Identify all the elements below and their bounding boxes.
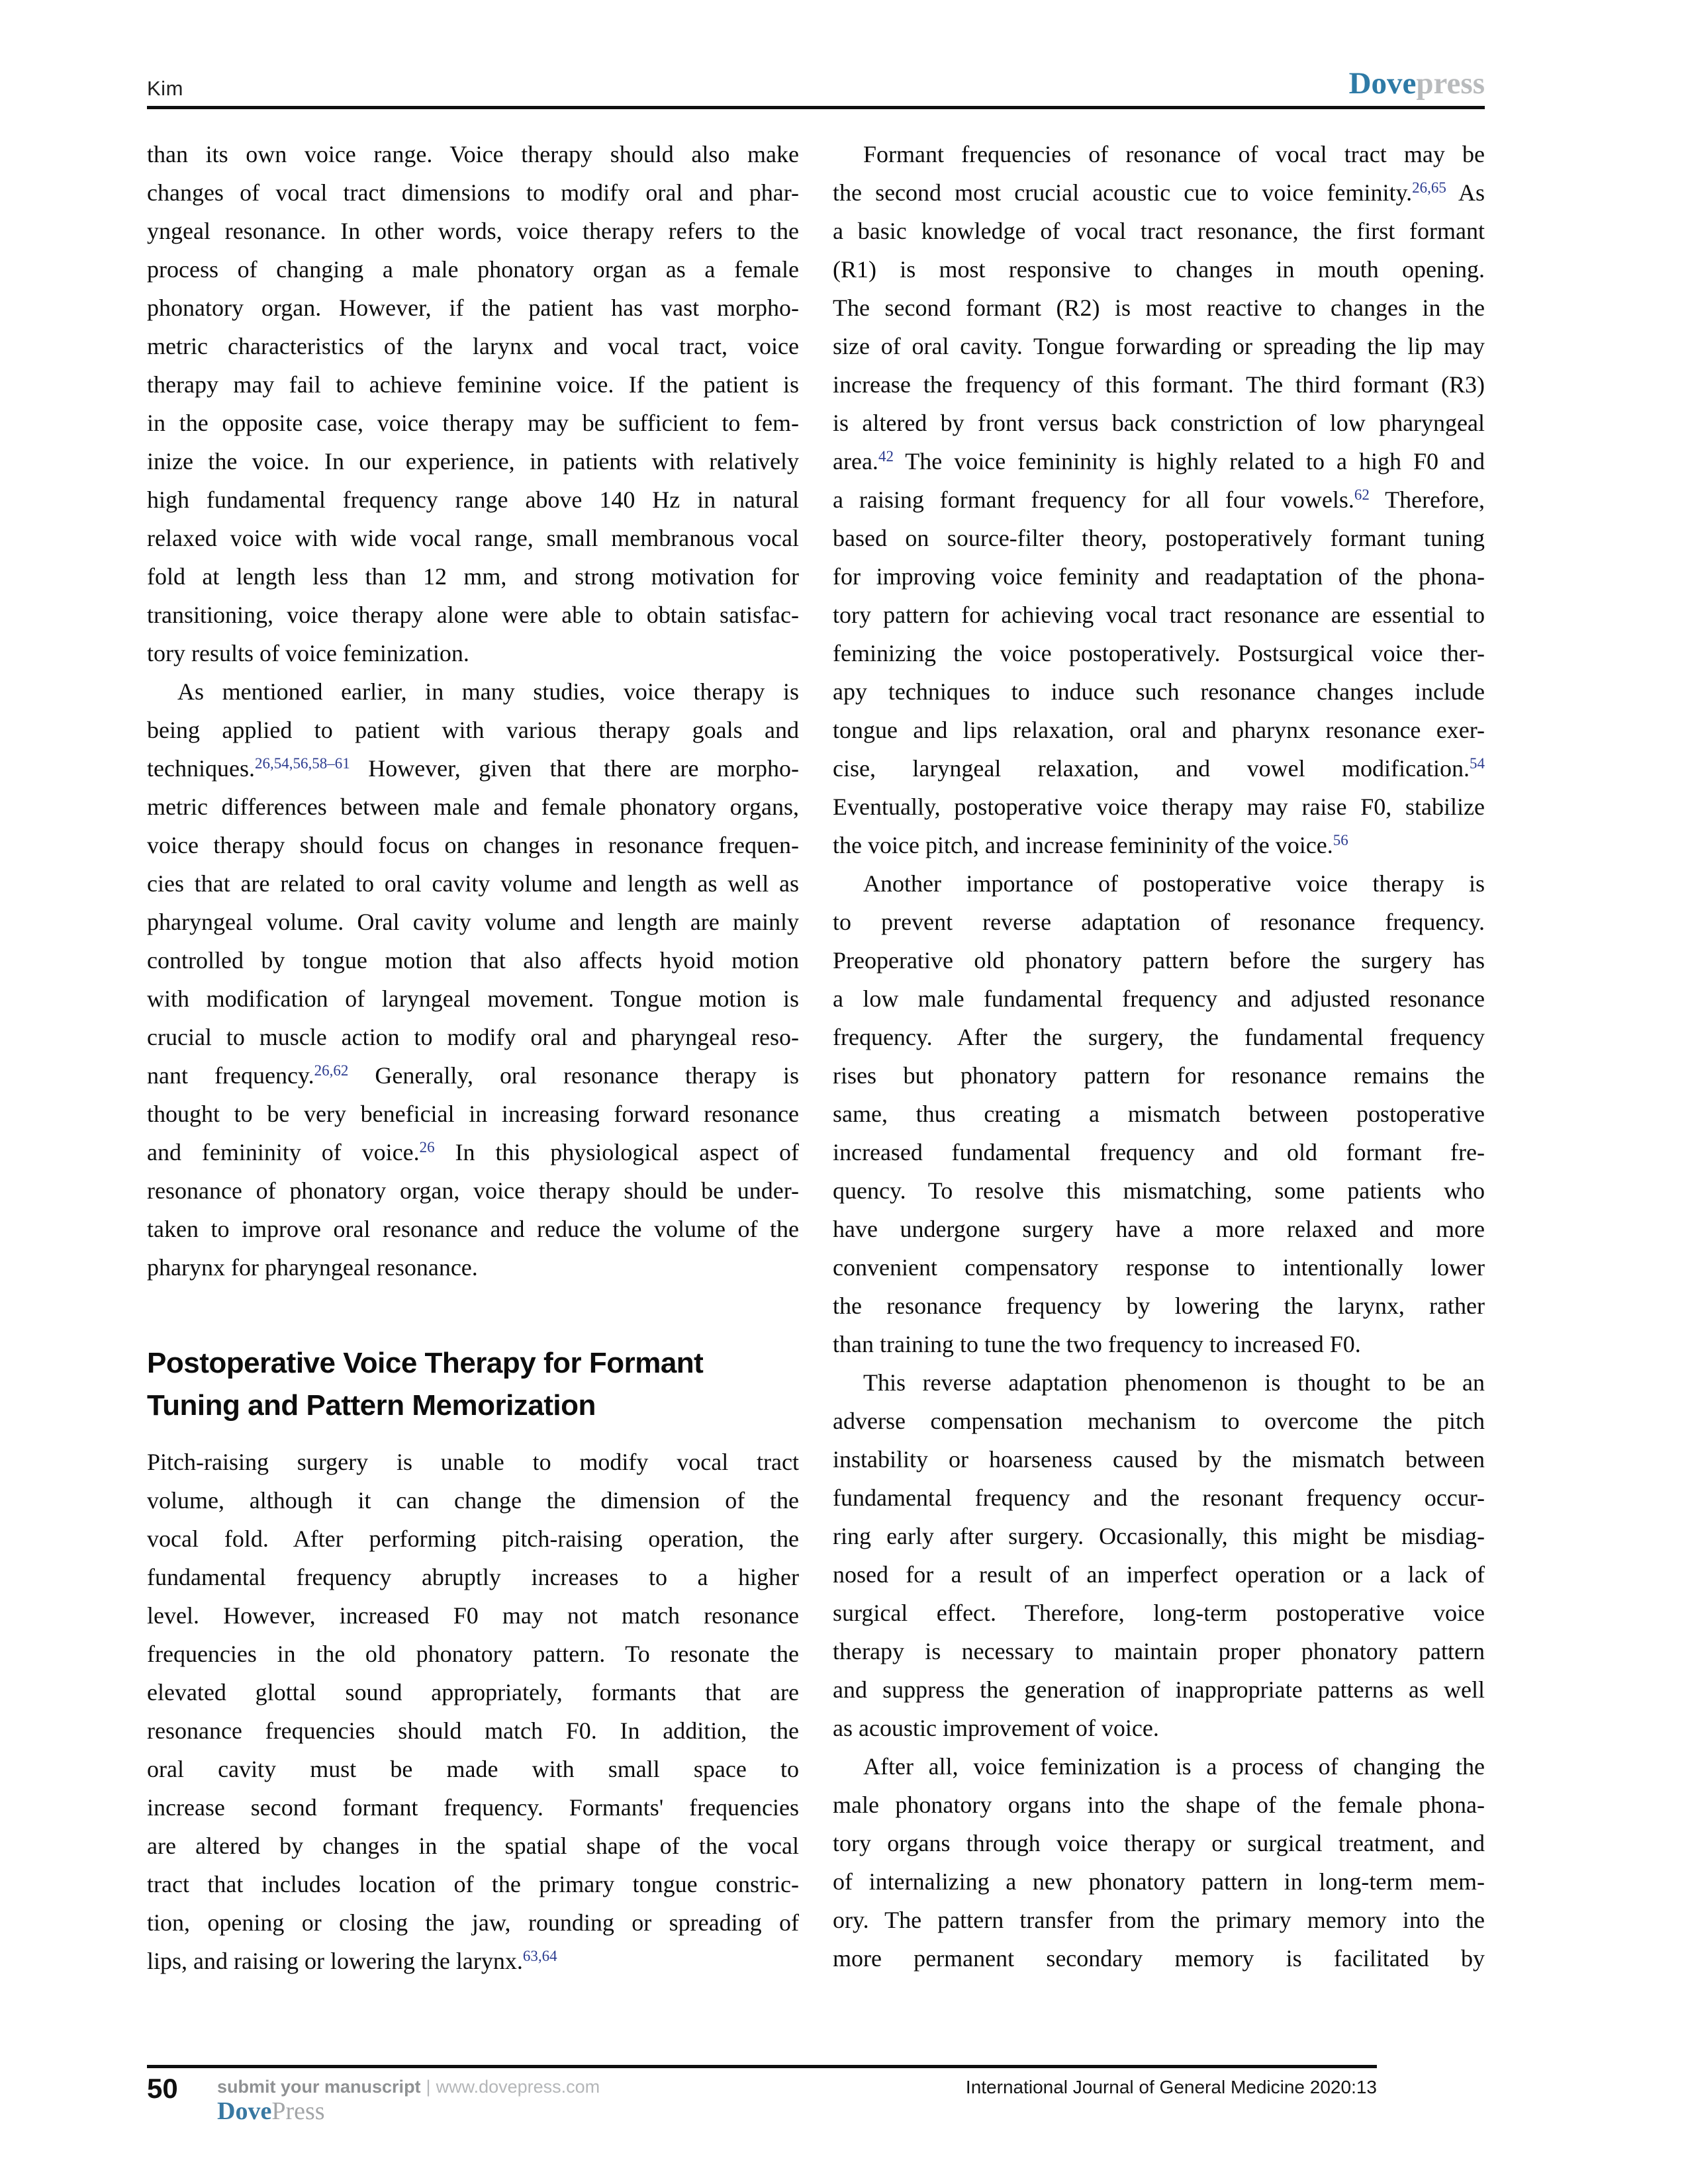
text-line: inize the voice. In our experience, in patients with relatively xyxy=(147,448,799,475)
reference-superscript: 42 xyxy=(878,448,894,465)
dovepress-logo xyxy=(1349,66,1485,101)
text-line: ring early after surgery. Occasionally, this might be misdiag- xyxy=(833,1523,1485,1549)
text-line: high fundamental frequency range above 140 Hz in natural xyxy=(147,486,799,513)
text-line: adverse compensation mechanism to overcome the pitch xyxy=(833,1408,1485,1434)
text-line: area.$^{42}$ The voice femininity is highly related to a high F0 and xyxy=(833,448,1485,475)
text-line: apy techniques to induce such resonance changes include xyxy=(833,678,1485,705)
text-line: yngeal resonance. In other words, voice therapy refers to the xyxy=(147,218,799,244)
text-line: the second most crucial acoustic cue to voice feminity.$^{26,65}$ As xyxy=(833,179,1485,206)
paragraph xyxy=(833,864,1485,1363)
text-line: the voice pitch, and increase femininity of the voice.$^{56}$ xyxy=(833,832,1348,858)
footer-logo-dove: Dove xyxy=(217,2097,272,2125)
text-line: than training to tune the two frequency to increased F0. xyxy=(833,1331,1361,1357)
text-line: thought to be very beneficial in increasing forward resonance xyxy=(147,1101,799,1127)
reference-superscript: 26,54,56,58–61 xyxy=(254,755,350,772)
text-line: are altered by changes in the spatial shape of the vocal xyxy=(147,1833,799,1859)
text-line: surgical effect. Therefore, long-term postoperative voice xyxy=(833,1600,1485,1626)
text-line: cies that are related to oral cavity volume and length as well as xyxy=(147,870,799,897)
text-line: ory. The pattern transfer from the primary memory into the xyxy=(833,1907,1485,1933)
text-line: crucial to muscle action to modify oral and pharyngeal reso- xyxy=(147,1024,799,1050)
text-line: elevated glottal sound appropriately, formants that are xyxy=(147,1679,799,1706)
text-line: of internalizing a new phonatory pattern in long-term mem- xyxy=(833,1868,1485,1895)
text-line: convenient compensatory response to intentionally lower xyxy=(833,1254,1485,1281)
text-line: nant frequency.$^{26,62}$ Generally, oral resonance therapy is xyxy=(147,1062,799,1089)
text-line: instability or hoarseness caused by the mismatch between xyxy=(833,1446,1485,1473)
text-line: to prevent reverse adaptation of resonance frequency. xyxy=(833,909,1485,935)
text-line: the resonance frequency by lowering the larynx, rather xyxy=(833,1293,1485,1319)
text-line: increase the frequency of this formant. The third formant (R3) xyxy=(833,371,1485,398)
text-line: oral cavity must be made with small space to xyxy=(147,1756,799,1782)
left-column xyxy=(147,135,799,1980)
section-heading-line: Postoperative Voice Therapy for Formant xyxy=(147,1347,704,1379)
text-line: male phonatory organs into the shape of the female phona- xyxy=(833,1792,1485,1818)
text-line: based on source-filter theory, postoperatively formant tuning xyxy=(833,525,1485,551)
text-line: increase second formant frequency. Formants' frequencies xyxy=(147,1794,799,1821)
reference-superscript: 54 xyxy=(1470,755,1485,772)
text-line: tory organs through voice therapy or surgical treatment, and xyxy=(833,1830,1485,1856)
text-line: more permanent secondary memory is facilitated by xyxy=(833,1945,1485,1972)
text-line: being applied to patient with various therapy goals and xyxy=(147,717,799,743)
text-line: size of oral cavity. Tongue forwarding or spreading the lip may xyxy=(833,333,1485,359)
text-line: taken to improve oral resonance and reduce the volume of the xyxy=(147,1216,799,1242)
text-line: The second formant (R2) is most reactive to changes in the xyxy=(833,295,1485,321)
text-line: Formant frequencies of resonance of vocal tract may be xyxy=(863,141,1485,167)
text-line: tongue and lips relaxation, oral and pharynx resonance exer- xyxy=(833,717,1485,743)
header-rule xyxy=(147,106,1485,109)
text-line: a basic knowledge of vocal tract resonance, the first formant xyxy=(833,218,1485,244)
text-line: tory results of voice feminization. xyxy=(147,640,469,666)
text-line: pharynx for pharyngeal resonance. xyxy=(147,1254,478,1281)
submit-label: submit your manuscript xyxy=(217,2077,421,2097)
footer-logo-press: Press xyxy=(271,2097,325,2125)
reference-superscript: 26,65 xyxy=(1412,179,1446,197)
text-line: with modification of laryngeal movement. Tongue motion is xyxy=(147,985,799,1012)
text-line: As mentioned earlier, in many studies, voice therapy is xyxy=(177,678,799,705)
reference-superscript: 56 xyxy=(1333,832,1348,849)
page-number: 50 xyxy=(147,2073,178,2104)
text-line: (R1) is most responsive to changes in mouth opening. xyxy=(833,256,1485,283)
text-line: pharyngeal volume. Oral cavity volume and length are mainly xyxy=(147,909,799,935)
running-head-author: Kim xyxy=(147,77,183,100)
text-line: vocal fold. After performing pitch-raising operation, the xyxy=(147,1525,799,1552)
text-line: for improving voice feminity and readaptation of the phona- xyxy=(833,563,1485,590)
text-line: phonatory organ. However, if the patient has vast morpho- xyxy=(147,295,799,321)
footer-rule xyxy=(147,2065,1377,2068)
text-line: level. However, increased F0 may not match resonance xyxy=(147,1602,799,1629)
text-line: transitioning, voice therapy alone were able to obtain satisfac- xyxy=(147,602,799,628)
text-line: same, thus creating a mismatch between postoperative xyxy=(833,1101,1485,1127)
text-line: tion, opening or closing the jaw, rounding or spreading of xyxy=(147,1909,799,1936)
section-heading-line: Tuning and Pattern Memorization xyxy=(147,1389,596,1422)
text-line: volume, although it can change the dimension of the xyxy=(147,1487,799,1514)
text-line: a low male fundamental frequency and adjusted resonance xyxy=(833,985,1485,1012)
paragraph xyxy=(147,672,799,1287)
text-line: nosed for a result of an imperfect operation or a lack of xyxy=(833,1561,1485,1588)
text-line: tract that includes location of the primary tongue constric- xyxy=(147,1871,799,1897)
text-line: relaxed voice with wide vocal range, small membranous vocal xyxy=(147,525,799,551)
text-line: therapy is necessary to maintain proper phonatory pattern xyxy=(833,1638,1485,1664)
text-line: increased fundamental frequency and old formant fre- xyxy=(833,1139,1485,1165)
separator-bar: | xyxy=(426,2077,431,2097)
text-line: process of changing a male phonatory organ as a female xyxy=(147,256,799,283)
text-line: lips, and raising or lowering the larynx.$^{63,64}$ xyxy=(147,1948,557,1974)
text-line: rises but phonatory pattern for resonance remains the xyxy=(833,1062,1485,1089)
text-line: Pitch-raising surgery is unable to modify vocal tract xyxy=(147,1449,799,1475)
section-heading xyxy=(147,1342,799,1427)
text-line: a raising formant frequency for all four vowels.$^{62}$ Therefore, xyxy=(833,486,1485,513)
text-line: than its own voice range. Voice therapy should also make xyxy=(147,141,799,167)
text-line: in the opposite case, voice therapy may be sufficient to fem- xyxy=(147,410,799,436)
text-line: metric characteristics of the larynx and vocal tract, voice xyxy=(147,333,799,359)
text-line: changes of vocal tract dimensions to modify oral and phar- xyxy=(147,179,799,206)
dovepress-logo-press: press xyxy=(1416,66,1485,101)
text-line: Preoperative old phonatory pattern before the surgery has xyxy=(833,947,1485,974)
text-line: is altered by front versus back constriction of low pharyngeal xyxy=(833,410,1485,436)
text-line: frequencies in the old phonatory pattern. To resonate the xyxy=(147,1641,799,1667)
text-line: frequency. After the surgery, the fundamental frequency xyxy=(833,1024,1485,1050)
paragraph xyxy=(147,1443,799,1980)
reference-superscript: 63,64 xyxy=(522,1948,557,1965)
text-line: as acoustic improvement of voice. xyxy=(833,1715,1159,1741)
dovepress-logo-dove: Dove xyxy=(1348,66,1417,101)
text-line: voice therapy should focus on changes in resonance frequen- xyxy=(147,832,799,858)
text-line: fold at length less than 12 mm, and strong motivation for xyxy=(147,563,799,590)
text-line: resonance frequencies should match F0. In addition, the xyxy=(147,1717,799,1744)
text-line: resonance of phonatory organ, voice therapy should be under- xyxy=(147,1177,799,1204)
text-line: therapy may fail to achieve feminine voice. If the patient is xyxy=(147,371,799,398)
text-line: After all, voice feminization is a process of changing the xyxy=(863,1753,1485,1780)
text-line: cise, laryngeal relaxation, and vowel modification.$^{54}$ xyxy=(833,755,1485,782)
paragraph xyxy=(833,1363,1485,1747)
text-line: feminizing the voice postoperatively. Postsurgical voice ther- xyxy=(833,640,1485,666)
text-line: controlled by tongue motion that also affects hyoid motion xyxy=(147,947,799,974)
text-line: fundamental frequency and the resonant frequency occur- xyxy=(833,1484,1485,1511)
paragraph xyxy=(147,135,799,672)
text-line: tory pattern for achieving vocal tract resonance are essential to xyxy=(833,602,1485,628)
reference-superscript: 26 xyxy=(419,1139,435,1156)
right-column xyxy=(833,135,1485,1978)
reference-superscript: 62 xyxy=(1354,486,1370,504)
text-line: and femininity of voice.$^{26}$ In this physiological aspect of xyxy=(147,1139,799,1165)
paragraph xyxy=(833,135,1485,864)
text-line: have undergone surgery have a more relaxed and more xyxy=(833,1216,1485,1242)
text-line: metric differences between male and female phonatory organs, xyxy=(147,794,799,820)
dovepress-footer-logo xyxy=(217,2097,325,2126)
paragraph xyxy=(833,1747,1485,1978)
text-line: fundamental frequency abruptly increases to a higher xyxy=(147,1564,799,1590)
reference-superscript: 26,62 xyxy=(314,1062,349,1079)
text-line: and suppress the generation of inappropriate patterns as well xyxy=(833,1676,1485,1703)
text-line: This reverse adaptation phenomenon is thought to be an xyxy=(863,1369,1485,1396)
text-line: techniques.$^{26,54,56,58-61}$ However, given that there are morpho- xyxy=(147,755,799,782)
text-line: Another importance of postoperative voice therapy is xyxy=(863,870,1485,897)
text-line: quency. To resolve this mismatching, some patients who xyxy=(833,1177,1485,1204)
submit-url: www.dovepress.com xyxy=(436,2077,600,2097)
journal-citation: International Journal of General Medicine 2020:13 xyxy=(965,2077,1377,2097)
text-line: Eventually, postoperative voice therapy may raise F0, stabilize xyxy=(833,794,1485,820)
